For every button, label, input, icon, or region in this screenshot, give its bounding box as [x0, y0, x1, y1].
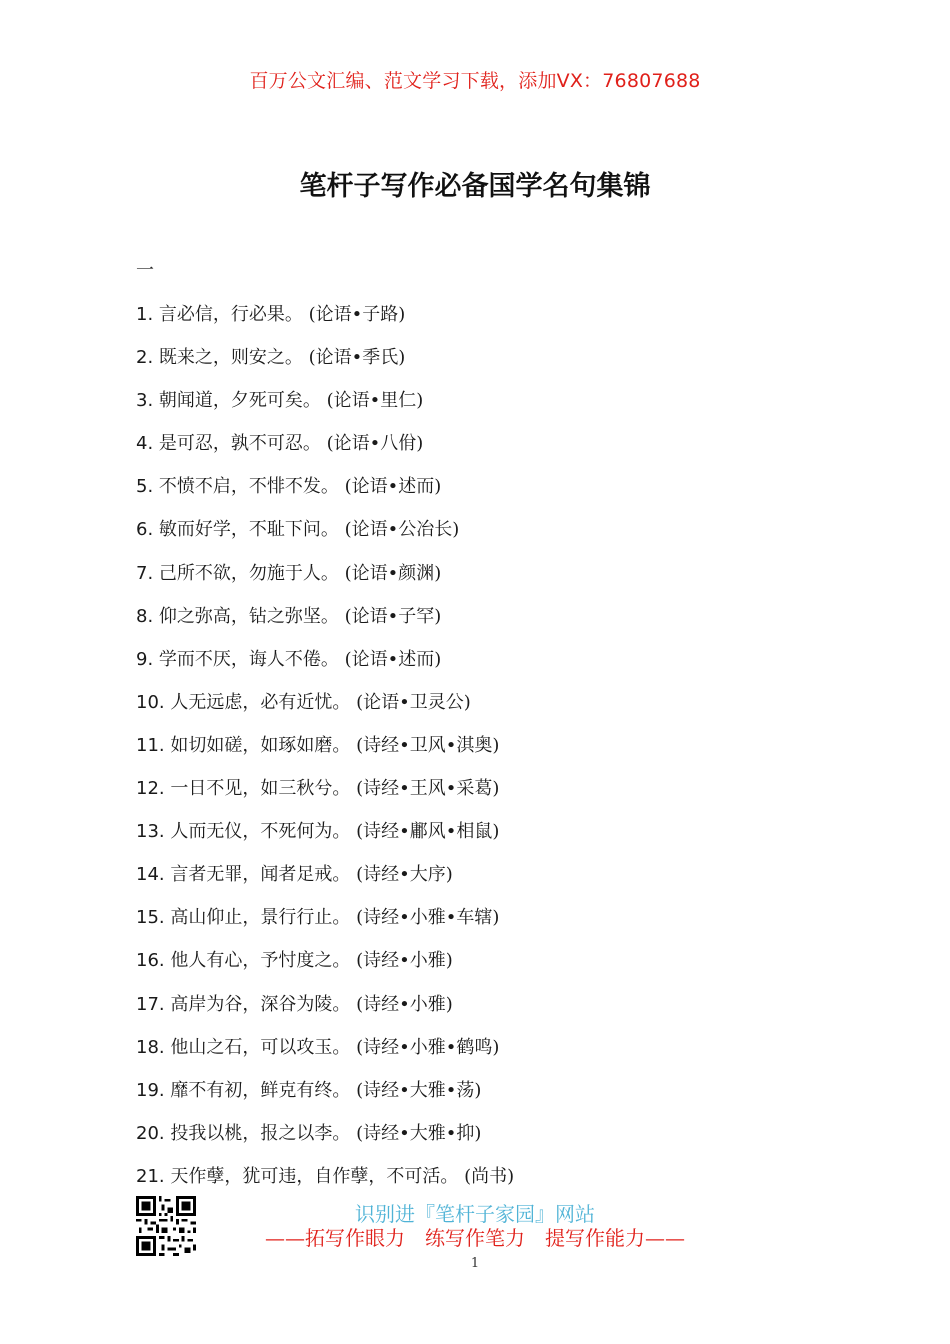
- list-item: [136, 729, 514, 772]
- item-number: 5.: [136, 476, 154, 498]
- item-text: 人无远虑，必有近忧。 (论语•卫灵公): [170, 691, 471, 713]
- item-text: 投我以桃，报之以李。 (诗经•大雅•抑): [170, 1122, 482, 1144]
- item-number: 21.: [136, 1165, 165, 1187]
- quote-list: [136, 298, 514, 1203]
- list-item: [136, 686, 514, 729]
- page-title: 笔杆子写作必备国学名句集锦: [299, 171, 651, 202]
- list-item: [136, 815, 514, 858]
- item-text: 高岸为谷，深谷为陵。 (诗经•小雅): [170, 993, 453, 1015]
- item-number: 6.: [136, 519, 154, 541]
- list-item: [136, 944, 514, 987]
- item-number: 17.: [136, 993, 165, 1015]
- item-number: 16.: [136, 950, 165, 972]
- item-text: 言必信，行必果。 (论语•子路): [158, 304, 406, 325]
- item-text: 朝闻道，夕死可矣。 (论语•里仁): [158, 390, 424, 412]
- item-text: 言者无罪，闻者足戒。 (诗经•大序): [170, 864, 453, 886]
- section-mark: 一: [136, 260, 154, 281]
- item-number: 1.: [136, 304, 154, 325]
- item-number: 9.: [136, 648, 154, 670]
- list-item: [136, 1031, 514, 1074]
- footer-slogan: ——拓写作眼力 练写作笔力 提写作能力——: [265, 1226, 685, 1250]
- item-number: 11.: [136, 734, 165, 756]
- item-text: 高山仰止，景行行止。 (诗经•小雅•车辖): [170, 907, 500, 929]
- item-text: 人而无仪，不死何为。 (诗经•鄘风•相鼠): [170, 821, 500, 843]
- list-item: [136, 600, 514, 643]
- item-number: 10.: [136, 691, 165, 713]
- header-note: 百万公文汇编、范文学习下载，添加VX：76807688: [249, 70, 701, 92]
- item-text: 靡不有初，鲜克有终。 (诗经•大雅•荡): [170, 1079, 482, 1101]
- list-item: [136, 643, 514, 686]
- item-text: 既来之，则安之。 (论语•季氏): [158, 347, 406, 369]
- item-number: 7.: [136, 562, 154, 584]
- item-number: 12.: [136, 778, 165, 800]
- item-number: 15.: [136, 907, 165, 929]
- list-item: [136, 298, 514, 341]
- list-item: [136, 901, 514, 944]
- item-number: 2.: [136, 347, 154, 369]
- list-item: [136, 470, 514, 513]
- item-text: 是可忍，孰不可忍。 (论语•八佾): [158, 433, 424, 455]
- list-item: [136, 427, 514, 470]
- item-text: 学而不厌，诲人不倦。 (论语•述而): [158, 648, 442, 670]
- item-number: 8.: [136, 605, 154, 627]
- item-number: 14.: [136, 864, 165, 886]
- item-number: 18.: [136, 1036, 165, 1058]
- list-item: [136, 1074, 514, 1117]
- item-text: 仰之弥高，钻之弥坚。 (论语•子罕): [158, 605, 442, 627]
- item-text: 一日不见，如三秋兮。 (诗经•王风•采葛): [170, 778, 500, 800]
- list-item: [136, 513, 514, 556]
- item-text: 他山之石，可以攻玉。 (诗经•小雅•鹤鸣): [170, 1036, 500, 1058]
- item-number: 13.: [136, 821, 165, 843]
- item-text: 敏而好学，不耻下问。 (论语•公冶长): [158, 519, 460, 541]
- list-item: [136, 384, 514, 427]
- page-number: 1: [470, 1256, 480, 1271]
- list-item: [136, 988, 514, 1031]
- item-text: 不愤不启，不悱不发。 (论语•述而): [158, 476, 442, 498]
- item-text: 己所不欲，勿施于人。 (论语•颜渊): [158, 562, 442, 584]
- list-item: [136, 341, 514, 384]
- item-number: 4.: [136, 433, 154, 455]
- list-item: [136, 557, 514, 600]
- item-number: 19.: [136, 1079, 165, 1101]
- item-number: 3.: [136, 390, 154, 412]
- item-text: 他人有心，予忖度之。 (诗经•小雅): [170, 950, 453, 972]
- list-item: [136, 1117, 514, 1160]
- footer-site-note: 识别进『笔杆子家园』网站: [355, 1202, 595, 1226]
- item-text: 天作孽，犹可违，自作孽，不可活。 (尚书): [170, 1165, 515, 1187]
- list-item: [136, 858, 514, 901]
- item-text: 如切如磋，如琢如磨。 (诗经•卫风•淇奥): [170, 734, 500, 756]
- item-number: 20.: [136, 1122, 165, 1144]
- list-item: [136, 772, 514, 815]
